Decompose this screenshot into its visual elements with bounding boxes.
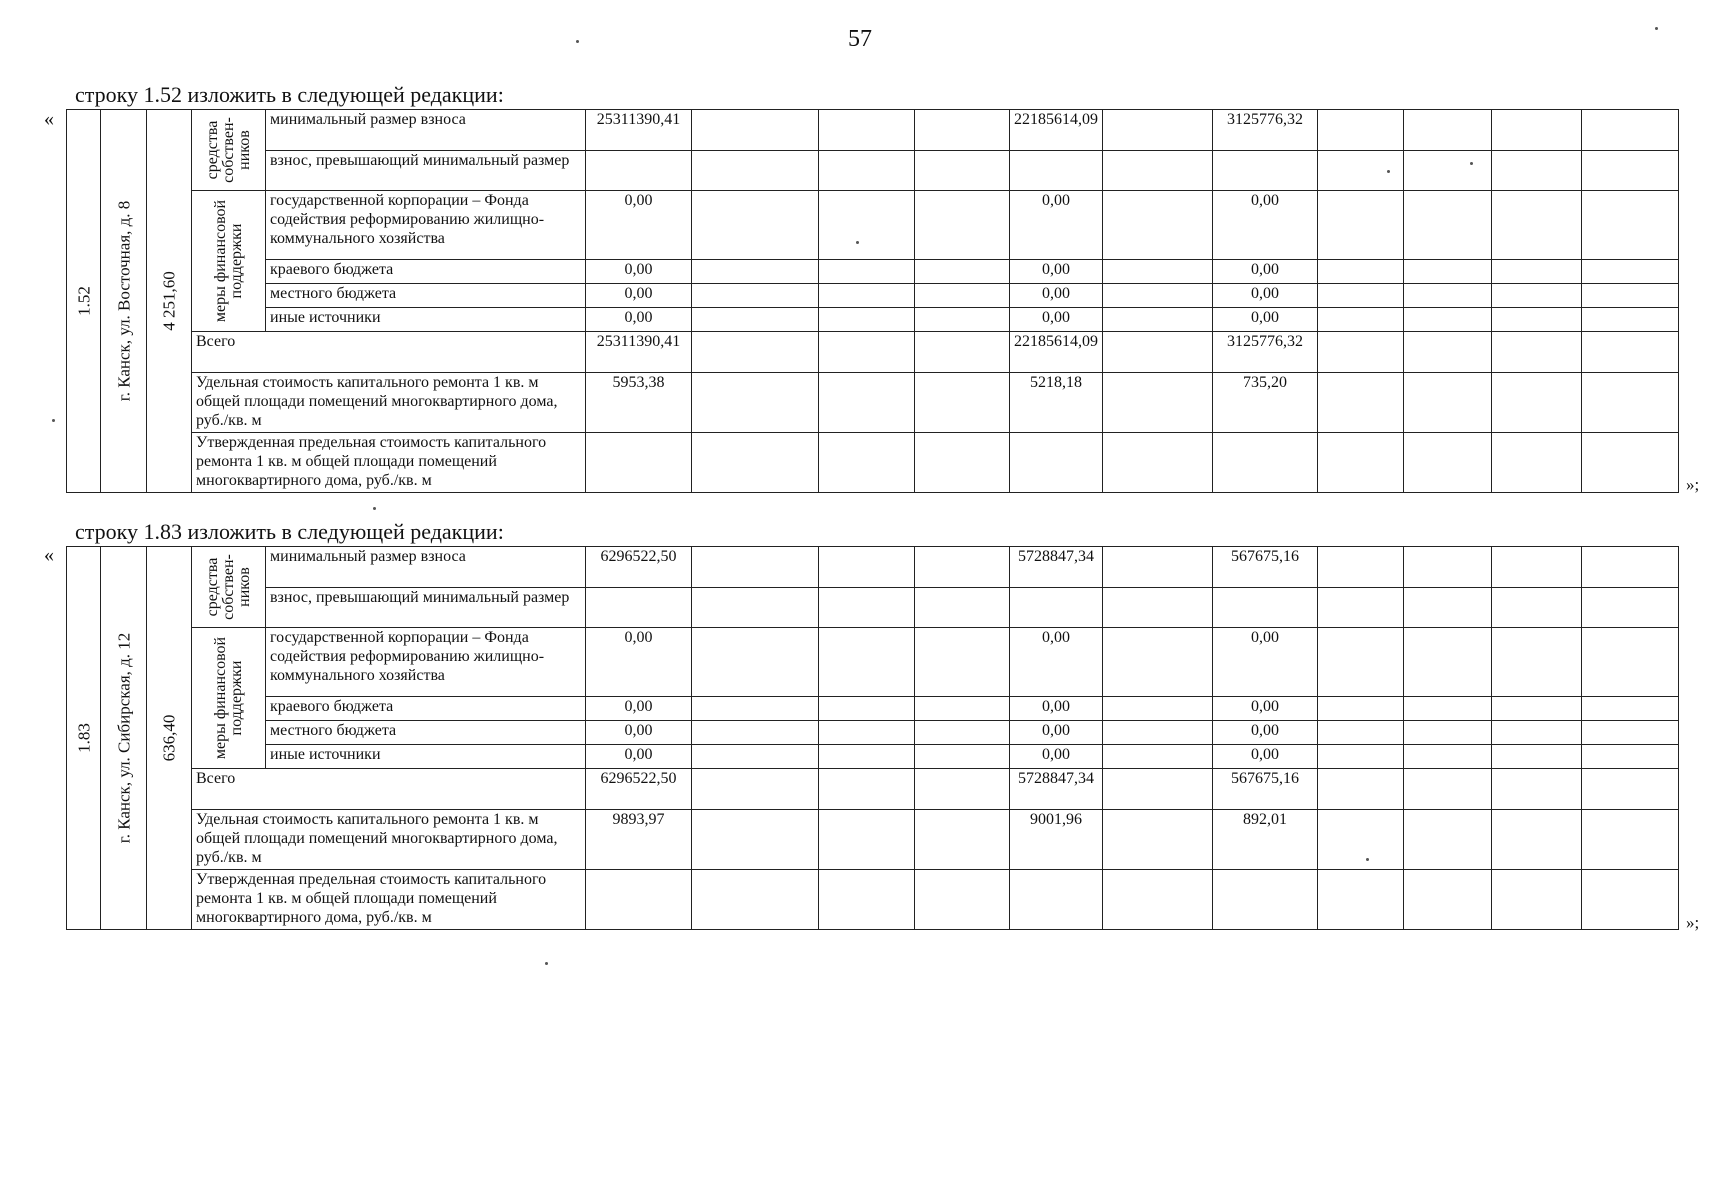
- value-cell: 0,00: [1213, 260, 1318, 284]
- row-label: местного бюджета: [266, 284, 586, 308]
- value-cell: 0,00: [586, 628, 692, 697]
- value-cell: 0,00: [1213, 628, 1318, 697]
- value-cell: 0,00: [1010, 697, 1103, 721]
- scan-speck: [1387, 170, 1390, 173]
- value-cell: 735,20: [1213, 373, 1318, 433]
- row-label: взнос, превышающий минимальный размер: [266, 588, 586, 628]
- value-cell: [1213, 870, 1318, 930]
- value-cell: 0,00: [586, 284, 692, 308]
- value-cell: 567675,16: [1213, 769, 1318, 810]
- closing-quote: »;: [1686, 475, 1700, 494]
- category-support-cell: [192, 628, 266, 769]
- area-cell: [147, 110, 192, 493]
- value-cell: 3125776,32: [1213, 332, 1318, 373]
- value-cell: 0,00: [1010, 284, 1103, 308]
- value-cell: 0,00: [1213, 721, 1318, 745]
- section-heading: строку 1.83 изложить в следующей редакции:: [75, 519, 504, 544]
- value-cell: 25311390,41: [586, 332, 692, 373]
- row-number-cell: [67, 547, 101, 930]
- value-cell: [1213, 433, 1318, 493]
- value-cell: 0,00: [586, 191, 692, 260]
- value-cell: 0,00: [1213, 745, 1318, 769]
- category-owners-cell: [192, 547, 266, 628]
- row-number: 1.52: [74, 286, 93, 316]
- row-label: взнос, превышающий минимальный размер: [266, 151, 586, 191]
- value-cell: 5728847,34: [1010, 769, 1103, 810]
- row-label: Удельная стоимость капитального ремонта 1 кв. м общей площади помещений многоквартирного дома, руб./кв. м: [192, 810, 586, 870]
- opening-quote: «: [44, 108, 54, 130]
- section-heading: строку 1.52 изложить в следующей редакции:: [75, 82, 504, 107]
- row-label: Удельная стоимость капитального ремонта 1 кв. м общей площади помещений многоквартирного дома, руб./кв. м: [192, 373, 586, 433]
- address: г. Канск, ул. Восточная, д. 8: [114, 200, 133, 402]
- scan-speck: [1655, 27, 1658, 30]
- value-cell: 0,00: [586, 721, 692, 745]
- row-label: Утвержденная предельная стоимость капитального ремонта 1 кв. м общей площади помещений многоквартирного дома, руб./кв. м: [192, 870, 586, 930]
- category-owners: средства собствен-ников: [203, 554, 253, 620]
- row-label: краевого бюджета: [266, 260, 586, 284]
- value-cell: [1213, 588, 1318, 628]
- value-cell: 0,00: [1213, 308, 1318, 332]
- page-number: 57: [848, 26, 872, 52]
- value-cell: 6296522,50: [586, 547, 692, 588]
- value-cell: 892,01: [1213, 810, 1318, 870]
- address: г. Канск, ул. Сибирская, д. 12: [114, 632, 133, 844]
- value-cell: 0,00: [1010, 628, 1103, 697]
- value-cell: [586, 870, 692, 930]
- total-label: Всего: [192, 769, 586, 810]
- category-support: меры финансовой поддержки: [211, 636, 245, 760]
- value-cell: 0,00: [586, 308, 692, 332]
- row-label: государственной корпорации – Фонда содействия реформированию жилищно-коммунального хозяйства: [266, 628, 586, 697]
- value-cell: [1213, 151, 1318, 191]
- value-cell: [586, 151, 692, 191]
- value-cell: [586, 433, 692, 493]
- amendment-table: [66, 546, 1679, 930]
- value-cell: 0,00: [1010, 721, 1103, 745]
- row-label: иные источники: [266, 308, 586, 332]
- scan-speck: [373, 507, 376, 510]
- scan-speck: [576, 40, 579, 43]
- value-cell: 5953,38: [586, 373, 692, 433]
- row-label: минимальный размер взноса: [266, 547, 586, 588]
- address-cell: [101, 547, 147, 930]
- category-support-cell: [192, 191, 266, 332]
- value-cell: 0,00: [586, 745, 692, 769]
- amendment-table: [66, 109, 1679, 493]
- value-cell: 0,00: [1213, 697, 1318, 721]
- total-label: Всего: [192, 332, 586, 373]
- row-label: государственной корпорации – Фонда содействия реформированию жилищно-коммунального хозяйства: [266, 191, 586, 260]
- value-cell: 9893,97: [586, 810, 692, 870]
- value-cell: 5218,18: [1010, 373, 1103, 433]
- value-cell: 0,00: [1010, 191, 1103, 260]
- value-cell: 3125776,32: [1213, 110, 1318, 151]
- row-number: 1.83: [74, 723, 93, 753]
- scan-speck: [1470, 162, 1473, 165]
- opening-quote: «: [44, 544, 54, 566]
- address-cell: [101, 110, 147, 493]
- row-label: краевого бюджета: [266, 697, 586, 721]
- value-cell: [586, 588, 692, 628]
- row-number-cell: [67, 110, 101, 493]
- value-cell: [1010, 588, 1103, 628]
- value-cell: 6296522,50: [586, 769, 692, 810]
- area: 4 251,60: [159, 271, 179, 331]
- category-owners-cell: [192, 110, 266, 191]
- value-cell: 0,00: [1010, 260, 1103, 284]
- row-label: Утвержденная предельная стоимость капитального ремонта 1 кв. м общей площади помещений многоквартирного дома, руб./кв. м: [192, 433, 586, 493]
- value-cell: 0,00: [1213, 191, 1318, 260]
- value-cell: 25311390,41: [586, 110, 692, 151]
- category-owners: средства собствен-ников: [203, 117, 253, 183]
- closing-quote: »;: [1686, 913, 1700, 932]
- value-cell: 0,00: [1010, 308, 1103, 332]
- category-support: меры финансовой поддержки: [211, 199, 245, 323]
- area-cell: [147, 547, 192, 930]
- value-cell: 5728847,34: [1010, 547, 1103, 588]
- value-cell: 22185614,09: [1010, 110, 1103, 151]
- value-cell: 0,00: [1213, 284, 1318, 308]
- scan-speck: [856, 241, 859, 244]
- value-cell: [1010, 870, 1103, 930]
- value-cell: 22185614,09: [1010, 332, 1103, 373]
- area: 636,40: [159, 714, 179, 762]
- value-cell: 9001,96: [1010, 810, 1103, 870]
- value-cell: 567675,16: [1213, 547, 1318, 588]
- value-cell: 0,00: [586, 697, 692, 721]
- value-cell: [1010, 151, 1103, 191]
- value-cell: [1010, 433, 1103, 493]
- row-label: иные источники: [266, 745, 586, 769]
- value-cell: 0,00: [1010, 745, 1103, 769]
- scan-speck: [545, 962, 548, 965]
- row-label: минимальный размер взноса: [266, 110, 586, 151]
- value-cell: 0,00: [586, 260, 692, 284]
- scan-speck: [1366, 858, 1369, 861]
- row-label: местного бюджета: [266, 721, 586, 745]
- scan-speck: [52, 419, 55, 422]
